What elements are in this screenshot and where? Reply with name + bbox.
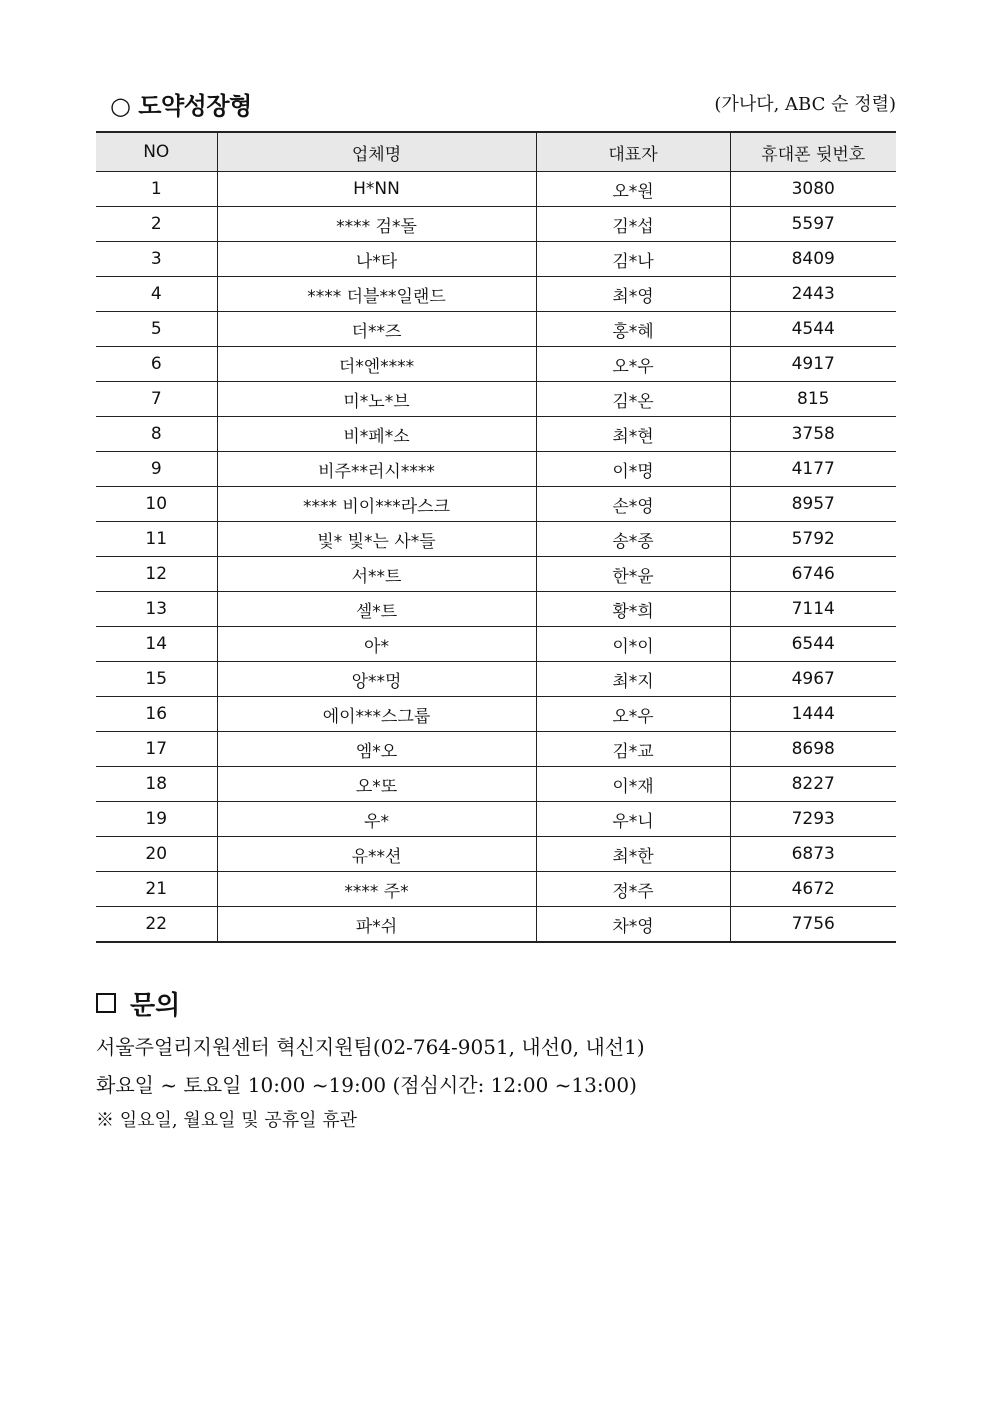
cell-representative: 김*온 (536, 382, 730, 417)
cell-representative: 우*니 (536, 802, 730, 837)
cell-phone-suffix: 8957 (730, 487, 896, 522)
cell-phone-suffix: 2443 (730, 277, 896, 312)
closed-note: ※ 일요일, 월요일 및 공휴일 휴관 (96, 1110, 357, 1131)
cell-phone-suffix: 7756 (730, 907, 896, 943)
cell-phone-suffix: 4967 (730, 662, 896, 697)
cell-company: 비주**러시**** (217, 452, 536, 487)
cell-representative: 이*이 (536, 627, 730, 662)
cell-company: 우* (217, 802, 536, 837)
table-row (96, 172, 896, 207)
cell-representative: 이*재 (536, 767, 730, 802)
cell-no: 12 (96, 557, 217, 592)
cell-company: **** 검*돌 (217, 207, 536, 242)
cell-company: **** 비이***라스크 (217, 487, 536, 522)
table-row (96, 312, 896, 347)
table-row (96, 592, 896, 627)
cell-phone-suffix: 8698 (730, 732, 896, 767)
cell-phone-suffix: 4544 (730, 312, 896, 347)
cell-no: 10 (96, 487, 217, 522)
cell-representative: 손*영 (536, 487, 730, 522)
table-row (96, 662, 896, 697)
cell-representative: 이*명 (536, 452, 730, 487)
table-row (96, 487, 896, 522)
header-phone-suffix: 휴대폰 뒷번호 (730, 132, 896, 172)
inquiry-heading-text: 문의 (130, 990, 181, 1021)
table-row (96, 837, 896, 872)
table-row (96, 207, 896, 242)
cell-representative: 오*원 (536, 172, 730, 207)
cell-phone-suffix: 7293 (730, 802, 896, 837)
table-row (96, 347, 896, 382)
cell-phone-suffix: 3080 (730, 172, 896, 207)
cell-phone-suffix: 4672 (730, 872, 896, 907)
cell-no: 8 (96, 417, 217, 452)
cell-no: 1 (96, 172, 217, 207)
section-header (96, 84, 896, 120)
sort-note: (가나다, ABC 순 정렬) (714, 94, 896, 115)
cell-phone-suffix: 5597 (730, 207, 896, 242)
cell-no: 16 (96, 697, 217, 732)
table-row (96, 277, 896, 312)
inquiry-heading (96, 984, 896, 1022)
cell-no: 11 (96, 522, 217, 557)
table-row (96, 697, 896, 732)
cell-representative: 정*주 (536, 872, 730, 907)
cell-no: 9 (96, 452, 217, 487)
cell-no: 7 (96, 382, 217, 417)
cell-representative: 한*윤 (536, 557, 730, 592)
table-row (96, 767, 896, 802)
table-body (96, 172, 896, 943)
cell-company: 미*노*브 (217, 382, 536, 417)
cell-company: 셀*트 (217, 592, 536, 627)
cell-company: **** 더블**일랜드 (217, 277, 536, 312)
table-row (96, 627, 896, 662)
header-company: 업체명 (217, 132, 536, 172)
cell-company: 더*엔**** (217, 347, 536, 382)
cell-representative: 김*교 (536, 732, 730, 767)
cell-phone-suffix: 4917 (730, 347, 896, 382)
cell-no: 20 (96, 837, 217, 872)
cell-no: 14 (96, 627, 217, 662)
table-header-row (96, 132, 896, 172)
cell-company: 엠*오 (217, 732, 536, 767)
cell-no: 18 (96, 767, 217, 802)
cell-phone-suffix: 8227 (730, 767, 896, 802)
cell-company: 유**션 (217, 837, 536, 872)
cell-phone-suffix: 6873 (730, 837, 896, 872)
cell-representative: 최*한 (536, 837, 730, 872)
cell-representative: 김*나 (536, 242, 730, 277)
cell-phone-suffix: 6544 (730, 627, 896, 662)
cell-company: H*NN (217, 172, 536, 207)
company-table (96, 131, 896, 943)
cell-company: 에이***스그룹 (217, 697, 536, 732)
hours-line: 화요일 ~ 토요일 10:00 ~19:00 (점심시간: 12:00 ~13:00) (96, 1073, 637, 1097)
contact-line: 서울주얼리지원센터 혁신지원팀(02-764-9051, 내선0, 내선1) (96, 1035, 645, 1059)
cell-company: 나*타 (217, 242, 536, 277)
cell-no: 22 (96, 907, 217, 943)
cell-representative: 오*우 (536, 697, 730, 732)
cell-no: 17 (96, 732, 217, 767)
cell-company: 서**트 (217, 557, 536, 592)
cell-company: 더**즈 (217, 312, 536, 347)
table-row (96, 382, 896, 417)
cell-no: 4 (96, 277, 217, 312)
table-row (96, 417, 896, 452)
table-row (96, 242, 896, 277)
section-title: ○ 도약성장형 (110, 92, 252, 120)
cell-representative: 최*영 (536, 277, 730, 312)
cell-company: 아* (217, 627, 536, 662)
cell-company: 앙**멍 (217, 662, 536, 697)
table-row (96, 452, 896, 487)
cell-representative: 최*현 (536, 417, 730, 452)
checkbox-icon (96, 993, 116, 1013)
table-row (96, 557, 896, 592)
cell-company: **** 주* (217, 872, 536, 907)
table-row (96, 732, 896, 767)
header-no: NO (96, 132, 217, 172)
cell-no: 2 (96, 207, 217, 242)
cell-representative: 송*종 (536, 522, 730, 557)
cell-phone-suffix: 6746 (730, 557, 896, 592)
cell-no: 21 (96, 872, 217, 907)
table-row (96, 907, 896, 943)
cell-no: 3 (96, 242, 217, 277)
table-row (96, 802, 896, 837)
cell-representative: 김*섭 (536, 207, 730, 242)
cell-representative: 최*지 (536, 662, 730, 697)
cell-representative: 오*우 (536, 347, 730, 382)
cell-no: 13 (96, 592, 217, 627)
cell-representative: 홍*혜 (536, 312, 730, 347)
cell-representative: 차*영 (536, 907, 730, 943)
inquiry-section (96, 984, 896, 1138)
cell-company: 비*페*소 (217, 417, 536, 452)
cell-phone-suffix: 8409 (730, 242, 896, 277)
cell-company: 빛* 빛*는 사*들 (217, 522, 536, 557)
cell-no: 15 (96, 662, 217, 697)
header-representative: 대표자 (536, 132, 730, 172)
cell-phone-suffix: 7114 (730, 592, 896, 627)
cell-phone-suffix: 3758 (730, 417, 896, 452)
cell-phone-suffix: 4177 (730, 452, 896, 487)
table-row (96, 522, 896, 557)
cell-company: 오*또 (217, 767, 536, 802)
table-row (96, 872, 896, 907)
cell-phone-suffix: 815 (730, 382, 896, 417)
cell-phone-suffix: 5792 (730, 522, 896, 557)
cell-company: 파*쉬 (217, 907, 536, 943)
cell-no: 5 (96, 312, 217, 347)
cell-representative: 황*희 (536, 592, 730, 627)
cell-phone-suffix: 1444 (730, 697, 896, 732)
cell-no: 6 (96, 347, 217, 382)
cell-no: 19 (96, 802, 217, 837)
